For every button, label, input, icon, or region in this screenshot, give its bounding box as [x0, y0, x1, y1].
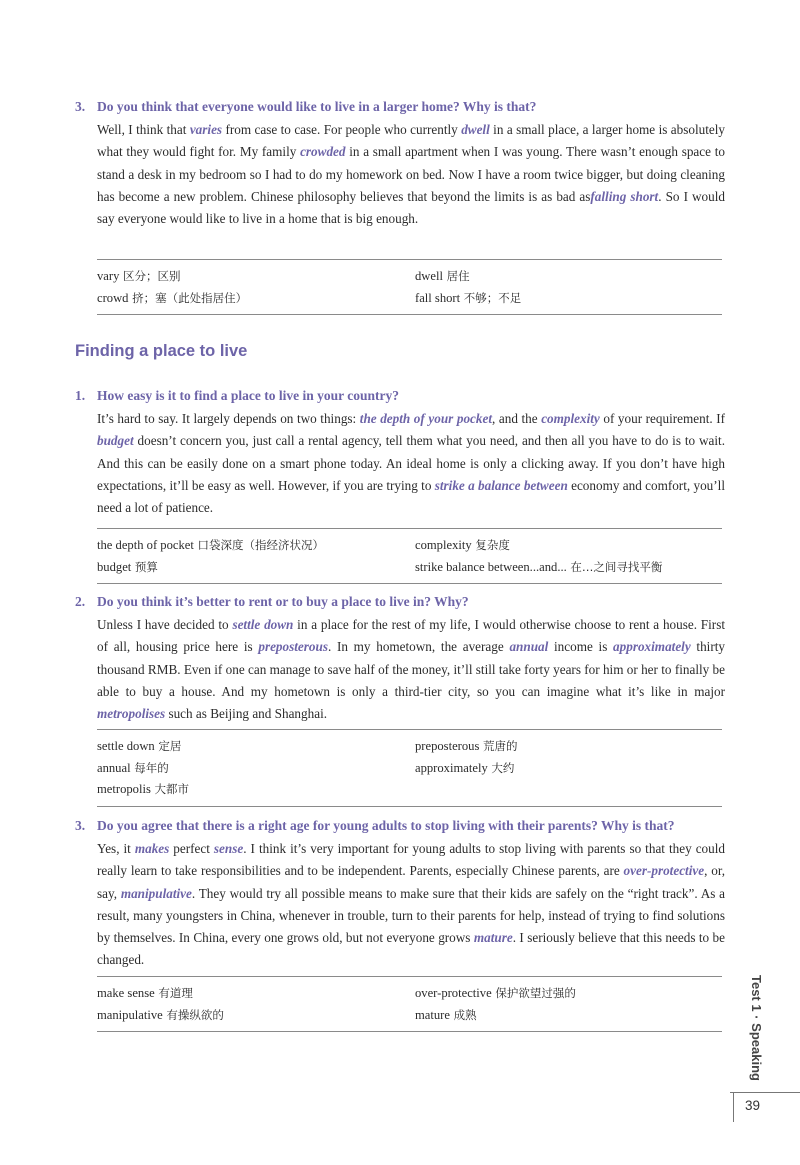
page-number: 39 — [745, 1098, 761, 1113]
question-block-right-age — [75, 816, 725, 972]
question-block-home-size — [75, 97, 725, 230]
answer-text: doesn’t concern you, just call a rental agency, tell them what you need, and then all you have to do is to wait. And this can be easily done on a smart phone today. An ideal home is only a clicking away. If you don’t have high expectations, it’ll be easy as well. However, if you are trying to — [97, 433, 725, 493]
answer-paragraph — [75, 614, 725, 725]
side-tab-label: Test 1 · Speaking — [749, 975, 764, 1081]
vocab-entry — [415, 983, 722, 1005]
vocab-term: the depth of pocket — [97, 538, 194, 552]
vocab-grid — [97, 266, 722, 309]
vocab-term: mature — [415, 1007, 450, 1022]
question-number: 3. — [75, 99, 86, 114]
answer-text: . I seriously believe that this needs to be changed. — [97, 930, 725, 968]
answer-text: . In my hometown, the average — [327, 639, 510, 655]
page-number-rule — [730, 1092, 800, 1093]
answer-text: Unless I have decided to — [97, 617, 233, 632]
question-text: How easy is it to find a place to live in your country? — [97, 388, 399, 403]
question-text: Do you think that everyone would like to live in a larger home? Why is that? — [97, 99, 537, 114]
vocab-entry — [97, 288, 415, 310]
vocab-term: settle down — [97, 739, 155, 753]
answer-text: Yes, it — [97, 841, 135, 856]
vocab-entry — [415, 1005, 722, 1027]
vocab-translation: 荒唐的 — [479, 739, 518, 753]
question-block-rent-or-buy — [75, 592, 725, 725]
vocab-term: metropolis — [97, 782, 151, 796]
question-number: 2. — [75, 594, 86, 609]
vocab-entry — [415, 557, 722, 579]
question-text: Do you think it’s better to rent or to buy a place to live in? Why? — [97, 594, 469, 609]
vocab-translation: 成熟 — [449, 1007, 477, 1022]
keyword-highlight: metropolises — [97, 706, 166, 722]
answer-text: in a small apartment when I was young. There wasn’t enough space to stand a desk in my bedroom so I had to do my homework on bed. Now I have a room twice bigger, but doing cleaning has become a new problem. Chinese philosophy believes that beyond the limits is as bad as — [97, 144, 725, 204]
keyword-highlight: mature — [473, 930, 513, 946]
keyword-highlight: varies — [189, 122, 223, 137]
vocab-entry — [97, 557, 415, 579]
vocab-entry — [97, 983, 415, 1005]
keyword-highlight: settle down — [232, 617, 294, 632]
vocab-entry — [415, 535, 722, 557]
keyword-highlight: complexity — [541, 411, 600, 426]
answer-text: of your requirement. If — [599, 411, 726, 426]
vocab-term: complexity — [415, 538, 472, 552]
keyword-highlight: strike a balance between — [434, 477, 568, 493]
question-number: 3. — [75, 818, 86, 833]
vocab-translation: 复杂度 — [471, 538, 510, 552]
answer-text: . So I would say everyone would like to live in a home that is big enough. — [97, 188, 725, 227]
answer-text: in a small place, a larger home is absolutely what they would fight for. My family — [97, 122, 725, 160]
answer-text: economy and comfort, you’ll need a lot of patience. — [97, 477, 725, 516]
vocab-term: over-protective — [415, 986, 492, 1000]
section-title: Finding a place to live — [75, 342, 248, 360]
keyword-highlight: makes — [134, 841, 170, 856]
vocab-entry — [415, 288, 722, 310]
vocab-translation: 每年的 — [130, 760, 169, 775]
vocab-term: approximately — [415, 760, 488, 775]
answer-text: . They would try all possible means to make sure that their kids are safely on the “right track”. As a result, many youngsters in China, whenever in trouble, turn to their parents for help, instead of trying to find solutions by themselves. In China, every one grows old, but not everyone grows — [97, 885, 725, 946]
vocab-grid — [97, 535, 722, 578]
answer-text: in a place for the rest of my life, I would otherwise choose to rent a house. First of all, housing price here is — [97, 617, 725, 655]
side-tab — [738, 975, 778, 1090]
vocab-term: make sense — [97, 986, 155, 1000]
vocab-grid — [97, 736, 722, 801]
vocab-box — [97, 976, 722, 1032]
vocab-entry — [415, 758, 722, 780]
keyword-highlight: falling short — [590, 188, 659, 204]
vocab-term: preposterous — [415, 739, 480, 753]
keyword-highlight: manipulative — [120, 885, 192, 901]
keyword-highlight: budget — [97, 433, 134, 449]
answer-text: , and the — [492, 411, 542, 426]
answer-paragraph — [75, 408, 725, 519]
vocab-translation: 有操纵欲的 — [162, 1007, 224, 1022]
vocab-box — [97, 729, 722, 807]
vocab-box — [97, 259, 722, 315]
vocab-term: dwell — [415, 269, 443, 283]
question-heading — [75, 816, 725, 836]
question-heading — [75, 386, 725, 406]
keyword-highlight: annual — [509, 639, 549, 655]
vocab-entry — [97, 758, 415, 780]
answer-text: from case to case. For people who currently — [222, 122, 462, 137]
answer-text: Well, I think that — [97, 122, 190, 137]
answer-text: such as Beijing and Shanghai. — [165, 706, 328, 722]
vocab-term: strike balance between...and... — [415, 559, 567, 574]
keyword-highlight: sense — [213, 841, 244, 856]
answer-text: It’s hard to say. It largely depends on two things: — [97, 411, 360, 426]
question-number: 1. — [75, 388, 86, 403]
page-number-divider — [733, 1092, 734, 1122]
vocab-translation: 大约 — [487, 760, 515, 775]
vocab-entry — [415, 736, 722, 758]
vocab-box — [97, 528, 722, 584]
vocab-entry — [415, 266, 722, 288]
answer-text: , or, say, — [97, 863, 725, 901]
vocab-grid — [97, 983, 722, 1026]
answer-paragraph — [75, 119, 725, 230]
answer-paragraph — [75, 838, 725, 972]
vocab-term: crowd — [97, 290, 129, 305]
vocab-entry — [97, 535, 415, 557]
vocab-translation: 有道理 — [154, 986, 193, 1000]
keyword-highlight: preposterous — [258, 639, 328, 655]
question-heading — [75, 592, 725, 612]
vocab-entry — [415, 779, 722, 801]
keyword-highlight: over-protective — [623, 863, 705, 879]
vocab-entry — [97, 266, 415, 288]
vocab-entry — [97, 736, 415, 758]
answer-text: perfect — [169, 841, 214, 856]
vocab-translation: 居住 — [442, 269, 470, 283]
answer-text: thirty thousand RMB. Even if one can manage to save half of the money, it’ll still take forty years for him or her to finally be able to buy a house. And my hometown is only a third-tier city, so you can imagine what it’s like in major — [97, 639, 725, 699]
vocab-term: budget — [97, 559, 132, 574]
question-block-find-place — [75, 386, 725, 519]
vocab-term: manipulative — [97, 1007, 163, 1022]
keyword-highlight: approximately — [613, 639, 691, 655]
keyword-highlight: dwell — [461, 122, 490, 137]
vocab-translation: 保护欲望过强的 — [491, 986, 576, 1000]
vocab-translation: 口袋深度（指经济状况） — [193, 538, 325, 552]
vocab-translation: 区分；区别 — [119, 269, 181, 283]
vocab-term: vary — [97, 269, 120, 283]
vocab-translation: 定居 — [154, 739, 182, 753]
vocab-term: fall short — [415, 290, 461, 305]
question-heading — [75, 97, 725, 117]
vocab-translation: 在…之间寻找平衡 — [566, 559, 663, 574]
answer-text: income is — [548, 639, 614, 655]
vocab-translation: 预算 — [131, 559, 158, 574]
vocab-translation: 大都市 — [150, 782, 190, 796]
question-text: Do you agree that there is a right age for young adults to stop living with their parents? Why is that? — [97, 818, 675, 833]
vocab-term: annual — [97, 760, 131, 775]
vocab-translation: 挤；塞（此处指居住） — [128, 290, 248, 305]
answer-text: . I think it’s very important for young adults to stop living with parents so that they could really learn to take responsibilities and to be independent. Parents, especially Chinese parents, are — [97, 841, 725, 879]
vocab-entry — [97, 1005, 415, 1027]
keyword-highlight: crowded — [300, 144, 346, 160]
keyword-highlight: the depth of your pocket — [359, 411, 493, 426]
vocab-translation: 不够；不足 — [460, 290, 522, 305]
vocab-entry — [97, 779, 415, 801]
